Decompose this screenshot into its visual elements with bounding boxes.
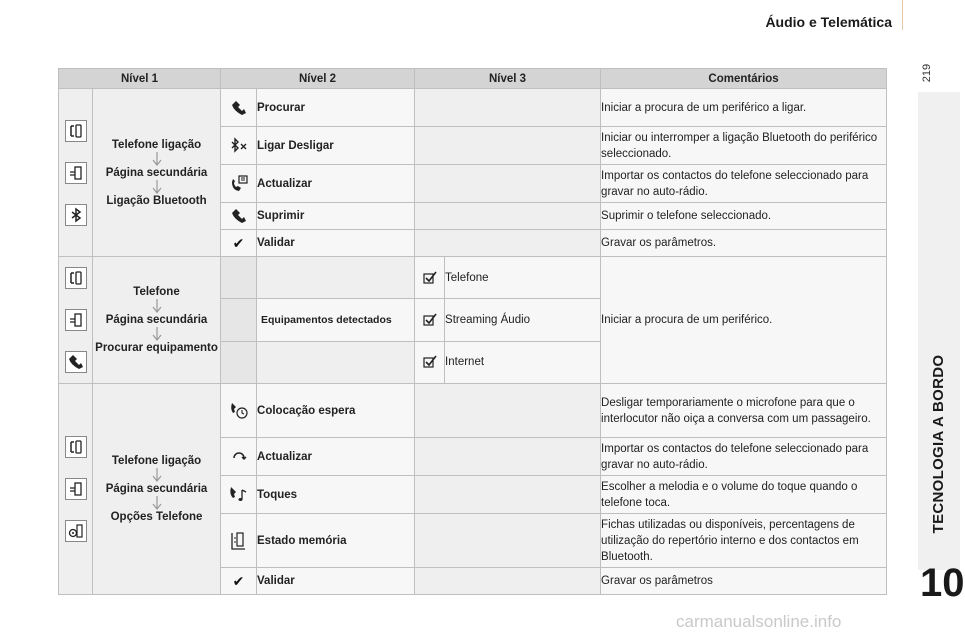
level1-path [93,89,221,257]
bluetooth-delete-icon [221,203,257,230]
level2-label: Suprimir [257,203,415,230]
level2-label: Estado memória [257,514,415,568]
side-tab-label: TECNOLOGIA A BORDO [930,354,947,534]
level2-label: Validar [257,230,415,257]
level2-label: Actualizar [257,438,415,476]
arrow-down-icon [151,151,163,167]
checkbox-icon [415,299,445,341]
level1-icons [59,257,93,384]
header-divider [902,0,903,30]
level1-step: Procurar equipamento [95,342,218,354]
comment: Iniciar ou interromper a ligação Bluetooth do periférico seleccionado. [601,127,887,165]
arrow-down-icon [151,326,163,342]
comment: Escolher a melodia e o volume do toque quando o telefone toca. [601,476,887,514]
check-icon: ✔ [221,568,257,595]
level1-step: Ligação Bluetooth [106,194,207,207]
phone-icon [65,436,87,458]
header-nivel-1: Nível 1 [59,69,221,89]
level3-label: Streaming Áudio [445,299,601,341]
comment: Gravar os parâmetros. [601,230,887,257]
checkbox-icon [415,341,445,383]
header-nivel-2: Nível 2 [221,69,415,89]
watermark: carmanualsonline.info [676,612,842,631]
secondary-page-icon [65,162,87,184]
arrow-down-icon [151,467,163,483]
header-nivel-3: Nível 3 [415,69,601,89]
table-header-row [59,69,887,89]
comment: Iniciar a procura de um periférico a ligar. [601,89,887,127]
phone-settings-icon [65,520,87,542]
level1-path [93,257,221,384]
bluetooth-disconnect-icon [221,127,257,165]
level2-label: Equipamentos detectados [257,299,415,341]
level1-icons [59,89,93,257]
memory-status-icon [221,514,257,568]
level1-icons [59,384,93,595]
level1-step: Telefone [133,286,180,298]
level2-label: Actualizar [257,165,415,203]
comment: Iniciar a procura de um periférico. [601,257,887,384]
level2-label: Toques [257,476,415,514]
checkbox-icon [415,257,445,299]
level2-label: Validar [257,568,415,595]
ringtone-icon [221,476,257,514]
table-row [59,89,887,127]
arrow-down-icon [151,298,163,314]
comment: Desligar temporariamente o microfone para que o interlocutor não oiça a conversa com um passageiro. [601,384,887,438]
comment: Suprimir o telefone seleccionado. [601,203,887,230]
phone-search-icon [65,351,87,373]
comment: Importar os contactos do telefone seleccionado para gravar no auto-rádio. [601,165,887,203]
level3-label: Telefone [445,257,601,299]
arrow-down-icon [151,179,163,195]
menu-table [58,68,887,595]
level2-label: Colocação espera [257,384,415,438]
comment: Gravar os parâmetros [601,568,887,595]
phone-search-icon [221,89,257,127]
level2-label: Ligar Desligar [257,127,415,165]
secondary-page-icon [65,309,87,331]
comment: Importar os contactos do telefone seleccionado para gravar no auto-rádio. [601,438,887,476]
comment: Fichas utilizadas ou disponíveis, percentagens de utilização do repertório interno e dos contactos em Bluetooth. [601,514,887,568]
secondary-page-icon [65,478,87,500]
check-icon: ✔ [221,230,257,257]
page-header-title: Áudio e Telemática [765,14,892,30]
level1-step: Opções Telefone [110,511,203,523]
phone-icon [65,120,87,142]
level1-step: Página secundária [105,166,208,179]
level2-label: Procurar [257,89,415,127]
level1-step: Página secundária [105,483,208,495]
table-row [59,384,887,438]
arrow-down-icon [151,495,163,511]
phone-contacts-icon [221,165,257,203]
level3-label: Internet [445,341,601,383]
header-comentarios: Comentários [601,69,887,89]
phone-icon [65,267,87,289]
level1-step: Telefone ligação [111,455,202,467]
chapter-number: 10 [920,561,965,605]
call-hold-icon [221,384,257,438]
level1-step: Telefone ligação [111,138,202,151]
table-row [59,257,887,299]
bluetooth-icon [65,204,87,226]
refresh-icon [221,438,257,476]
level1-path [93,384,221,595]
page-number: 219 [921,63,933,83]
level1-step: Página secundária [105,314,208,326]
